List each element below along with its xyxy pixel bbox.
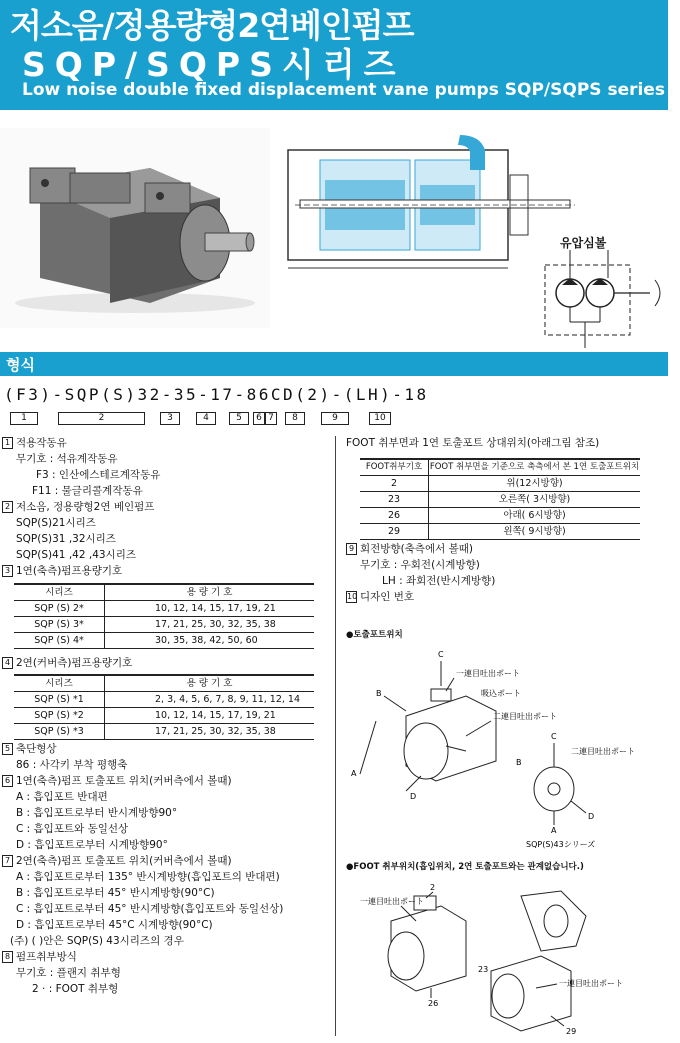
- fig1-port1: 一連目吐出ポート: [456, 669, 520, 678]
- table-cell: 오른쪽( 3시방향): [429, 492, 641, 508]
- foot-title: FOOT 취부면과 1연 토출포트 상대위치(아래그림 참조): [346, 437, 600, 449]
- item-number: 3: [2, 565, 13, 577]
- table-cell: 30, 35, 38, 42, 50, 60: [105, 633, 315, 649]
- fig1-label-c2: C: [551, 732, 557, 741]
- table-header: 용 량 기 호: [105, 675, 315, 692]
- code-box-2: 2: [58, 412, 145, 425]
- s5-title: 축단형상: [16, 743, 57, 755]
- table-row: [14, 601, 314, 617]
- fig1-label-c: C: [438, 650, 444, 659]
- table-cell: 위(12시방향): [429, 476, 641, 492]
- fig2-port1: 一連目吐出ポート: [360, 897, 424, 906]
- code-box-9: 9: [321, 412, 349, 425]
- table-cell: 10, 12, 14, 15, 17, 19, 21: [105, 601, 315, 617]
- foot-position-figure: [346, 876, 668, 1036]
- table-header: 용 량 기 호: [105, 584, 315, 601]
- section-title: 형식: [6, 356, 35, 374]
- code-box-6: 6: [253, 412, 265, 425]
- s8-line1: 무기호 : 플랜지 취부형: [16, 967, 121, 979]
- table-row: [360, 476, 640, 492]
- fig1-port3: 二連目吐出ポート: [493, 712, 557, 721]
- foot-table: [360, 458, 640, 540]
- hydraulic-symbol-label: 유압심볼: [560, 236, 607, 250]
- s7-title: 2연(축측)펌프 토출포트 위치(커버측에서 볼때): [16, 855, 232, 867]
- s6-b: B : 흡입포트로부터 반시계방향90°: [16, 807, 178, 819]
- fig1-label-b2: B: [516, 758, 522, 767]
- fig1-label-d2: D: [588, 812, 595, 821]
- table-cell: SQP (S) 2*: [14, 601, 105, 617]
- s9-line1: 무기호 : 우회전(시계방향): [360, 559, 480, 571]
- s6-a: A : 흡입포트 반대편: [16, 791, 108, 803]
- table-cell: 17, 21, 25, 30, 32, 35, 38: [105, 617, 315, 633]
- s3-title: 1연(축측)펌프용량기호: [16, 565, 123, 577]
- s1-line1: 무기호 : 석유계작동유: [16, 453, 118, 465]
- fig1-label-b: B: [376, 689, 382, 698]
- table-header: FOOT 취부면을 기준으로 축측에서 본 1연 토출포트위치: [429, 459, 641, 476]
- s6-d: D : 흡입포트로부터 시계방향90°: [16, 839, 168, 851]
- s6-title: 1연(축측)펌프 토출포트 위치(커버측에서 볼때): [16, 775, 232, 787]
- s7-note: (주) ( )안은 SQP(S) 43시리즈의 경우: [10, 935, 184, 947]
- code-box-10: 10: [369, 412, 391, 425]
- s1-line3: F11 : 물글리콜계작동유: [32, 485, 143, 497]
- table-cell: SQP (S) *1: [14, 692, 105, 708]
- code-box-8: 8: [285, 412, 305, 425]
- fig1-label-a: A: [351, 769, 357, 778]
- model-code: (F3)-SQP(S)32-35-17-86CD(2)-(LH)-18: [4, 385, 429, 404]
- fig2-port2: 一連目吐出ポート: [559, 979, 623, 988]
- fig2-label-26: 26: [428, 999, 439, 1008]
- table-cell: SQP (S) 3*: [14, 617, 105, 633]
- s1-title: 적용작동유: [16, 437, 67, 449]
- s5-line1: 86 : 사각키 부착 평행축: [16, 759, 128, 771]
- s4-title: 2연(커버측)펌프용량기호: [16, 657, 133, 669]
- table-row: [360, 508, 640, 524]
- code-box-7: 7: [265, 412, 277, 425]
- fig2-label-2: 2: [430, 883, 436, 892]
- cross-section-diagram: [280, 130, 580, 280]
- s2-line2: SQP(S)31 ,32시리즈: [16, 533, 116, 545]
- item-number: 10: [347, 592, 358, 601]
- fig1-subcaption: SQP(S)43シリーズ: [526, 840, 596, 849]
- table-row: [14, 692, 314, 708]
- code-box-3: 3: [160, 412, 180, 425]
- table-header: 시리즈: [14, 584, 105, 601]
- s8-line2: 2 · : FOOT 취부형: [32, 983, 119, 995]
- s8-title: 펌프취부방식: [16, 951, 77, 963]
- s7-a: A : 흡입포트로부터 135° 반시계방향(흡입포트의 반대편): [16, 871, 280, 883]
- table-row: [14, 708, 314, 724]
- fig1-port2: 吸込ポート: [481, 689, 521, 698]
- column-divider: [335, 436, 336, 1036]
- s2-line1: SQP(S)21시리즈: [16, 517, 96, 529]
- table-cell: 17, 21, 25, 30, 32, 35, 38: [105, 724, 315, 740]
- section-model-code: [0, 352, 668, 376]
- fig1-port4: 二連目吐出ポート: [571, 747, 635, 756]
- fig2-label-29: 29: [566, 1027, 577, 1036]
- table-cell: 2, 3, 4, 5, 6, 7, 8, 9, 11, 12, 14: [105, 692, 315, 708]
- title-korean: 저소음/정용량형2연베인펌프: [10, 6, 414, 45]
- code-box-5: 5: [229, 412, 249, 425]
- table-cell: SQP (S) *3: [14, 724, 105, 740]
- fig2-label-23: 23: [478, 965, 489, 974]
- table-cell: 10, 12, 14, 15, 17, 19, 21: [105, 708, 315, 724]
- table-cell: 23: [360, 492, 429, 508]
- table-header: 시리즈: [14, 675, 105, 692]
- header-banner: [0, 0, 668, 110]
- fig2-caption: ●FOOT 취부위치(흡입위치, 2연 토출포트와는 관계없습니다.): [346, 862, 584, 872]
- table-header: FOOT취부기호: [360, 459, 429, 476]
- s7-d: D : 흡입포트로부터 45°C 시계방향(90°C): [16, 919, 213, 931]
- table-cell: SQP (S) 4*: [14, 633, 105, 649]
- code-box-4: 4: [196, 412, 216, 425]
- s6-c: C : 흡입포트와 동일선상: [16, 823, 129, 835]
- item-number: 6: [2, 775, 13, 787]
- fig1-label-d: D: [410, 792, 417, 801]
- item-number: 9: [346, 543, 357, 555]
- port-position-figure: [346, 641, 668, 856]
- s7-b: B : 흡입포트로부터 45° 반시계방향(90°C): [16, 887, 215, 899]
- table-cell: SQP (S) *2: [14, 708, 105, 724]
- s9-title: 회전방향(축측에서 볼때): [360, 543, 473, 555]
- table-row: [360, 492, 640, 508]
- item-number: 5: [2, 743, 13, 755]
- s9-line2: LH : 좌회전(반시계방향): [382, 575, 496, 587]
- fig1-caption: ●토출포트위치: [346, 630, 403, 640]
- s2-line3: SQP(S)41 ,42 ,43시리즈: [16, 549, 136, 561]
- table-cell: 왼쪽( 9시방향): [429, 524, 641, 540]
- table-cell: 아래( 6시방향): [429, 508, 641, 524]
- item-number: 1: [2, 437, 13, 449]
- code-box-1: 1: [10, 412, 38, 425]
- table-row: [14, 633, 314, 649]
- table-cell: 26: [360, 508, 429, 524]
- hydraulic-symbol: [540, 250, 668, 350]
- table-row: [14, 617, 314, 633]
- pump-photo: [0, 128, 270, 328]
- capacity-table-1: [14, 583, 314, 649]
- table-cell: 2: [360, 476, 429, 492]
- item-number: 2: [2, 501, 13, 513]
- s10-title: 디자인 번호: [360, 591, 415, 603]
- table-row: [14, 724, 314, 740]
- s2-title: 저소음, 정용량형2연 베인펌프: [16, 501, 155, 513]
- title-english: Low noise double fixed displacement vane pumps SQP/SQPS series: [22, 80, 665, 100]
- s1-line2: F3 : 인산에스테르계작동유: [36, 469, 161, 481]
- title-model: SQP/SQPS시리즈: [22, 45, 405, 84]
- fig1-label-a2: A: [551, 826, 557, 835]
- capacity-table-2: [14, 674, 314, 740]
- s7-c: C : 흡입포트로부터 45° 반시계방향(흡입포트와 동일선상): [16, 903, 284, 915]
- table-cell: 29: [360, 524, 429, 540]
- item-number: 7: [2, 855, 13, 867]
- table-row: [360, 524, 640, 540]
- item-number: 4: [2, 657, 13, 669]
- item-number: 8: [2, 951, 13, 963]
